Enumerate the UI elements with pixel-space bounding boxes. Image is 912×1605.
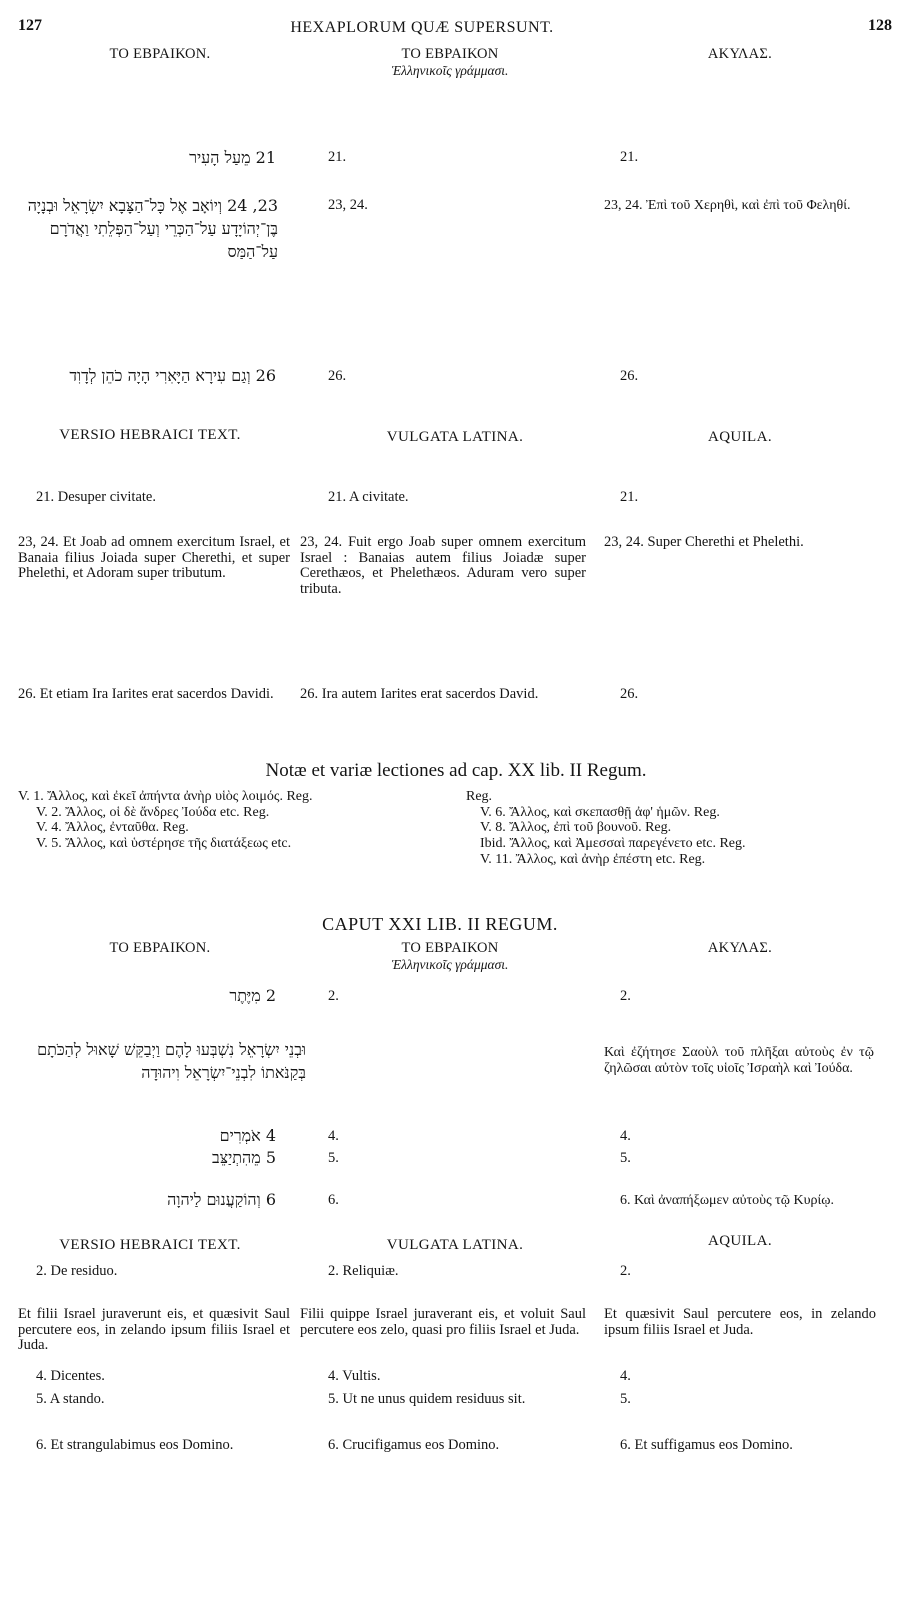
vulgata-verse-21: 21. A civitate. xyxy=(328,489,409,505)
aquila-xxi-verse-6: 6. Καὶ ἀναπήξωμεν αὐτοὺς τῷ Κυρίῳ. xyxy=(620,1193,834,1208)
mid-xxi-verse-2: 2. xyxy=(328,988,339,1004)
notes-left-column xyxy=(18,789,458,852)
heb-verse-21: 21 מֵעַל הָעִיר xyxy=(189,148,276,167)
col-head-greek-letters-sub: Ἑλληνικοῖς γράμμασι. xyxy=(391,63,509,78)
latin-heb-xxi-verse-2b: Et filii Israel juraverunt eis, et quæsivit Saul percutere eos, in zelando ipsum filiis Israel et Juda. xyxy=(18,1306,290,1354)
head2-aquila-latin: AQUILA. xyxy=(707,1233,773,1249)
mid-verse-26: 26. xyxy=(328,368,347,384)
col2-head-greek-letters-sub: Ἑλληνικοῖς γράμμασι. xyxy=(391,957,509,972)
head-versio-hebraici: VERSIO HEBRAICI TEXT. xyxy=(59,427,241,443)
aquila-latin-verse-26: 26. xyxy=(620,686,639,702)
latin-heb-xxi-verse-6: 6. Et strangulabimus eos Domino. xyxy=(36,1437,234,1453)
note-right-4: Ibid. Ἄλλος, καὶ Ἀμεσσαὶ παρεγένετο etc. Reg. xyxy=(480,836,746,852)
head-vulgata-latina: VULGATA LATINA. xyxy=(386,429,524,445)
vulgata-xxi-verse-2b: Filii quippe Israel juraverant eis, et voluit Saul percutere eos zelo, quasi pro filiis Israel et Juda. xyxy=(300,1306,586,1338)
vulgata-xxi-verse-6: 6. Crucifigamus eos Domino. xyxy=(328,1437,500,1453)
aquila-xxi-verse-5: 5. xyxy=(620,1150,631,1166)
latin-heb-xxi-verse-5: 5. A stando. xyxy=(36,1391,105,1407)
latin-heb-verse-21: 21. Desuper civitate. xyxy=(36,489,156,505)
aquila-latin-xxi-verse-2b: Et quæsivit Saul percutere eos, in zelando ipsum filiis Israel et Juda. xyxy=(604,1306,876,1338)
latin-heb-xxi-verse-2: 2. De residuo. xyxy=(36,1263,118,1279)
head2-vulgata-latina: VULGATA LATINA. xyxy=(386,1237,524,1253)
col2-head-greek-letters: ΤΟ ΕΒΡΑΙΚΟΝ xyxy=(401,940,499,956)
vulgata-xxi-verse-4: 4. Vultis. xyxy=(328,1368,381,1384)
note-right-5: V. 11. Ἄλλος, καὶ ἀνὴρ ἐπέστη etc. Reg. xyxy=(480,851,706,867)
latin-heb-xxi-verse-4: 4. Dicentes. xyxy=(36,1368,105,1384)
heb-xxi-verse-4: 4 אֹמְרִים xyxy=(219,1126,276,1145)
aquila-verse-23-24: 23, 24. Ἐπὶ τοῦ Χερηθὶ, καὶ ἐπὶ τοῦ Φεληθί. xyxy=(604,198,851,213)
aquila-latin-xxi-verse-6: 6. Et suffigamus eos Domino. xyxy=(620,1437,793,1453)
vulgata-xxi-verse-5: 5. Ut ne unus quidem residuus sit. xyxy=(328,1391,526,1407)
notes-right-column xyxy=(466,789,886,867)
caput-heading: CAPUT XXI LIB. II REGUM. xyxy=(322,914,558,934)
head2-versio-hebraici: VERSIO HEBRAICI TEXT. xyxy=(59,1237,241,1253)
col2-head-aquila: ΑΚΥΛΑΣ. xyxy=(707,940,773,956)
note-right-1: Reg. xyxy=(466,789,493,804)
mid-verse-23-24: 23, 24. xyxy=(328,197,368,213)
running-title: HEXAPLORUM QUÆ SUPERSUNT. xyxy=(290,19,554,36)
aquila-latin-xxi-verse-2: 2. xyxy=(620,1263,631,1279)
vulgata-verse-23-24: 23, 24. Fuit ergo Joab super omnem exercitum Israel : Banaias autem filius Joiadæ super Cerethæos, et Phelethæos. Aduram vero super tributa. xyxy=(300,534,586,597)
notes-title: Notæ et variæ lectiones ad cap. XX lib. II Regum. xyxy=(265,760,647,781)
aquila-latin-verse-21: 21. xyxy=(620,489,639,505)
col2-head-hebrew: ΤΟ ΕΒΡΑΙΚΟΝ. xyxy=(109,940,211,956)
col-head-hebrew: ΤΟ ΕΒΡΑΙΚΟΝ. xyxy=(109,46,211,62)
note-left-4: V. 5. Ἄλλος, καὶ ὑστέρησε τῆς διατάξεως etc. xyxy=(36,836,292,852)
aquila-latin-xxi-verse-4: 4. xyxy=(620,1368,631,1384)
aquila-verse-26: 26. xyxy=(620,368,639,384)
col-head-greek-letters: ΤΟ ΕΒΡΑΙΚΟΝ xyxy=(401,46,499,62)
heb-xxi-verse-2b: וּבְנֵי יִשְׂרָאֵל נִשְׁבְּעוּ לָהֶם וַיְבַקֵּשׁ שָׁאוּל לְהַכֹּתָם בְּקַנֹּאתוֹ לִבְנֵי־יִשְׂרָאֵל וִיהוּדָה xyxy=(37,1040,306,1083)
mid-xxi-verse-4: 4. xyxy=(328,1128,339,1144)
latin-heb-verse-26: 26. Et etiam Ira Iarites erat sacerdos Davidi. xyxy=(18,686,274,702)
vulgata-xxi-verse-2: 2. Reliquiæ. xyxy=(328,1263,399,1279)
mid-verse-21: 21. xyxy=(328,149,347,165)
heb-xxi-verse-5: 5 מֵהִתְיַצֵּב xyxy=(211,1148,276,1167)
mid-xxi-verse-5: 5. xyxy=(328,1150,339,1166)
note-left-2: V. 2. Ἄλλος, οἱ δὲ ἄνδρες Ἰούδα etc. Reg. xyxy=(36,804,270,820)
note-left-1: V. 1. Ἄλλος, καὶ ἐκεῖ ἀπήντα ἀνὴρ υἱὸς λοιμός. Reg. xyxy=(18,789,313,804)
mid-xxi-verse-6: 6. xyxy=(328,1192,339,1208)
left-page-number: 127 xyxy=(18,17,42,34)
note-left-3: V. 4. Ἄλλος, ἐνταῦθα. Reg. xyxy=(36,820,189,836)
aquila-xxi-verse-2b: Καὶ ἐζήτησε Σαοὺλ τοῦ πλῆξαι αὐτοὺς ἐν τῷ ζηλῶσαι αὐτὸν τοῖς υἱοῖς Ἰσραὴλ καὶ Ἰούδα. xyxy=(604,1045,874,1076)
vulgata-verse-26: 26. Ira autem Iarites erat sacerdos David. xyxy=(300,686,539,702)
heb-xxi-verse-6: 6 וְהוֹקַעֲנוּם לַיהוָה xyxy=(167,1190,276,1209)
head-aquila-latin: AQUILA. xyxy=(707,429,773,445)
right-page-number: 128 xyxy=(868,17,892,34)
heb-verse-23-24: 23, 24 וְיוֹאָב אֶל כָּל־הַצָּבָא יִשְׂרָאֵל וּבְנָיָה בֶּן־יְהוֹיָדָע עַל־הַכְּרֵי וְעַל־הַפְּלֵתִי וַאֲדֹרָם עַל־הַמַּס xyxy=(27,196,278,262)
col-head-aquila: ΑΚΥΛΑΣ. xyxy=(707,46,773,62)
aquila-latin-xxi-verse-5: 5. xyxy=(620,1391,631,1407)
note-right-3: V. 8. Ἄλλος, ἐπὶ τοῦ βουνοῦ. Reg. xyxy=(480,820,672,836)
note-right-2: V. 6. Ἄλλος, καὶ σκεπασθῇ ἀφ' ἡμῶν. Reg. xyxy=(480,804,720,820)
aquila-xxi-verse-4: 4. xyxy=(620,1128,631,1144)
heb-xxi-verse-2: 2 מִיֶּתֶר xyxy=(229,986,276,1005)
heb-verse-26: 26 וְגַם עִירָא הַיָּאִרִי הָיָה כֹהֵן לְדָוִד xyxy=(69,366,276,385)
aquila-latin-verse-23-24: 23, 24. Super Cherethi et Phelethi. xyxy=(604,534,804,550)
aquila-xxi-verse-2: 2. xyxy=(620,988,631,1004)
aquila-verse-21: 21. xyxy=(620,149,639,165)
latin-heb-verse-23-24: 23, 24. Et Joab ad omnem exercitum Israel, et Banaia filius Joiada super Cherethi, et super Phelethi, et Adoram super tributum. xyxy=(18,534,290,582)
